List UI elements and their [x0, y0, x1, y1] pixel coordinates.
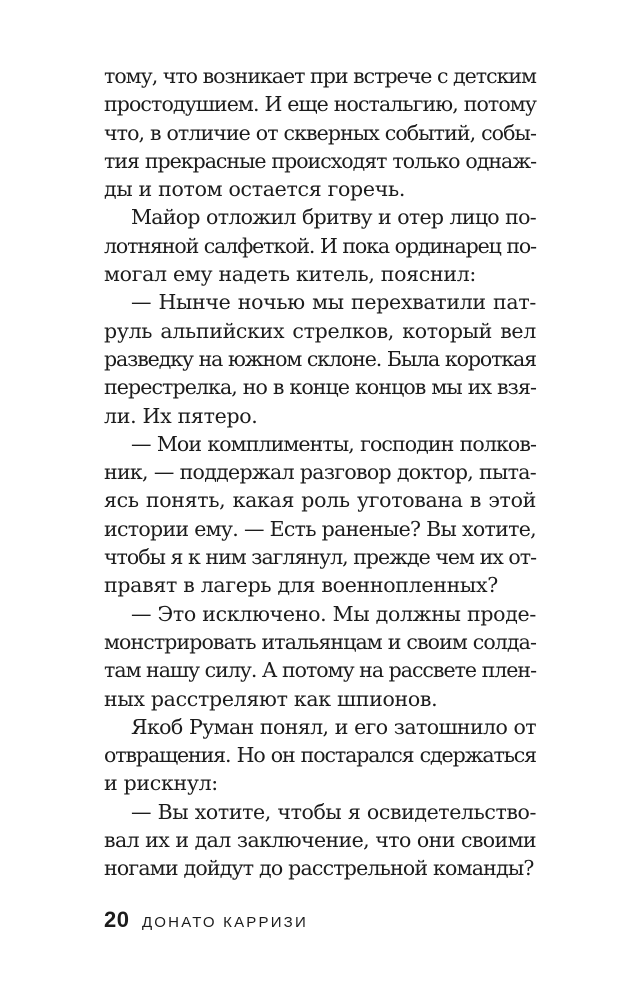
- text-line: руль альпийских стрелков, который вел: [104, 318, 536, 343]
- text-line: что, в отличие от скверных событий, собы-: [104, 120, 536, 145]
- text-line: — Нынче ночью мы перехватили пат-: [131, 290, 536, 315]
- text-line: истории ему. — Есть раненые? Вы хотите,: [104, 516, 536, 541]
- text-line: правят в лагерь для военнопленных?: [104, 573, 498, 598]
- text-line: могал ему надеть китель, пояснил:: [104, 262, 477, 287]
- page-number: 20: [104, 907, 130, 932]
- text-line: и рискнул:: [104, 771, 218, 796]
- text-line: ды и потом остается горечь.: [104, 177, 406, 202]
- text-line: разведку на южном склоне. Была короткая: [104, 346, 536, 371]
- text-line: простодушием. И еще ностальгию, потому: [104, 92, 536, 117]
- text-line: — Вы хотите, чтобы я освидетельство-: [131, 799, 536, 824]
- text-line: вал их и дал заключение, что они своими: [104, 828, 536, 853]
- text-line: лотняной салфеткой. И пока ординарец по-: [104, 233, 536, 258]
- text-line: — Это исключено. Мы должны проде-: [131, 601, 536, 626]
- text-line: ли. Их пятеро.: [104, 403, 258, 428]
- text-line: ник, — поддержал разговор доктор, пыта-: [104, 460, 536, 485]
- text-line: ногами дойдут до расстрельной команды?: [104, 856, 534, 881]
- text-line: Якоб Руман понял, и его затошнило от: [131, 714, 536, 739]
- text-line: отвращения. Но он постарался сдержаться: [104, 743, 536, 768]
- text-line: там нашу силу. А потому на рассвете плен-: [104, 658, 536, 683]
- text-line: тому, что возникает при встрече с детским: [104, 64, 536, 88]
- text-line: монстрировать итальянцам и своим солда-: [104, 629, 536, 654]
- running-head-author: ДОНАТО КАРРИЗИ: [141, 914, 308, 931]
- text-line: Майор отложил бритву и отер лицо по-: [131, 205, 536, 230]
- text-line: перестрелка, но в конце концов мы их взя-: [104, 375, 536, 400]
- text-line: чтобы я к ним заглянул, прежде чем их от-: [104, 545, 536, 570]
- text-line: — Мои комплименты, господин полков-: [131, 431, 536, 456]
- text-line: ясь понять, какая роль уготована в этой: [104, 488, 536, 513]
- body-text: [104, 62, 536, 883]
- text-line: ных расстреляют как шпионов.: [104, 686, 438, 711]
- page-footer: [104, 907, 308, 933]
- text-line: тия прекрасные происходят только однаж-: [104, 148, 536, 173]
